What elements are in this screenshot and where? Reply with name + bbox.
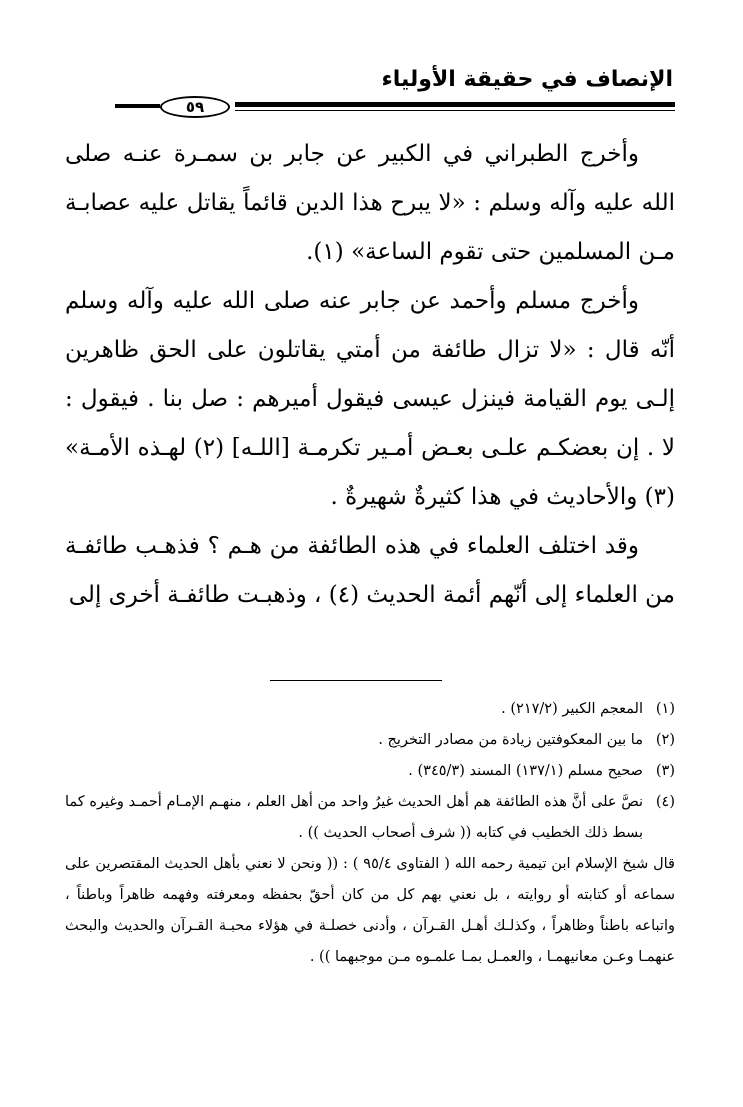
main-text: [65, 130, 675, 620]
footnotes: [65, 694, 675, 973]
header-rule-thick-line: [235, 102, 675, 107]
header-rule-left-segment: [115, 104, 160, 108]
footnote-continuation: قال شيخ الإسلام ابن تيمية رحمه الله ( الفتاوى ٩٥/٤ ) : (( ونحن لا نعني بأهل الحديث المقتصرين على سماعه أو كتابته أو روايته ، بل نعني بهم كل من كان أحقّ بحفظه ومعرفته وفهمه ظاهراً وباطناً ، واتباعه باطناً وظاهراً ، وكذلـك أهـل القـرآن ، وأدنى خصلـة في هؤلاء محبـة القـرآن والحديث والبحث عنهمـا وعـن معانيهمـا ، والعمـل بمـا علمـوه مـن موجبهما )) .: [65, 856, 675, 965]
header-rule-thin-line: [235, 110, 675, 111]
footnote: [65, 756, 675, 787]
footnote-text: المعجم الكبير (٢١٧/٢) .: [501, 701, 643, 717]
footnote-separator: [270, 680, 442, 681]
page-number: ٥٩: [160, 96, 230, 118]
paragraph: وقد اختلف العلماء في هذه الطائفة من هـم ؟ فذهـب طائفـة من العلماء إلى أنّهم أئمة الحديث (٤) ، وذهبـت طائفـة أخرى إلى: [65, 533, 675, 608]
footnote-marker: (٢): [655, 732, 675, 748]
footnote-text: نصَّ على أنَّ هذه الطائفة هم أهل الحديث غيرُ واحد من أهل العلم ، منهـم الإمـام أحمـد وغيره كما بسط ذلك الخطيب في كتابه (( شرف أصحاب الحديث )) .: [65, 794, 643, 841]
header-rule: [115, 98, 675, 120]
footnote-marker: (٣): [655, 763, 675, 779]
footnote-text: صحيح مسلم (١٣٧/١) المسند (٣٤٥/٣) .: [408, 763, 643, 779]
paragraph: وأخرج الطبراني في الكبير عن جابر بن سمـرة عنـه صلى الله عليه وآله وسلم : «لا يبرح هذا الدين قائماً يقاتل عليه عصابـة مـن المسلمين حتى تقوم الساعة» (١).: [65, 141, 675, 265]
paragraph: وأخرج مسلم وأحمد عن جابر عنه صلى الله عليه وآله وسلم أنّه قال : «لا تزال طائفة من أمتي يقاتلون على الحق ظاهرين إلـى يوم القيامة فينزل عيسى فيقول أميرهم : صل بنا . فيقول : لا . إن بعضكـم علـى بعـض أمـير تكرمـة [اللـه] (٢) لهـذه الأمـة» (٣) والأحاديث في هذا كثيرةٌ شهيرةٌ .: [65, 288, 675, 510]
footnote: [65, 725, 675, 756]
footnote-text: ما بين المعكوفتين زيادة من مصادر التخريج .: [378, 732, 643, 748]
running-title: الإنصاف في حقيقة الأولياء: [381, 67, 673, 92]
footnote-marker: (٤): [655, 794, 675, 810]
footnote-marker: (١): [655, 701, 675, 717]
footnote: [65, 694, 675, 725]
footnote: [65, 787, 675, 849]
